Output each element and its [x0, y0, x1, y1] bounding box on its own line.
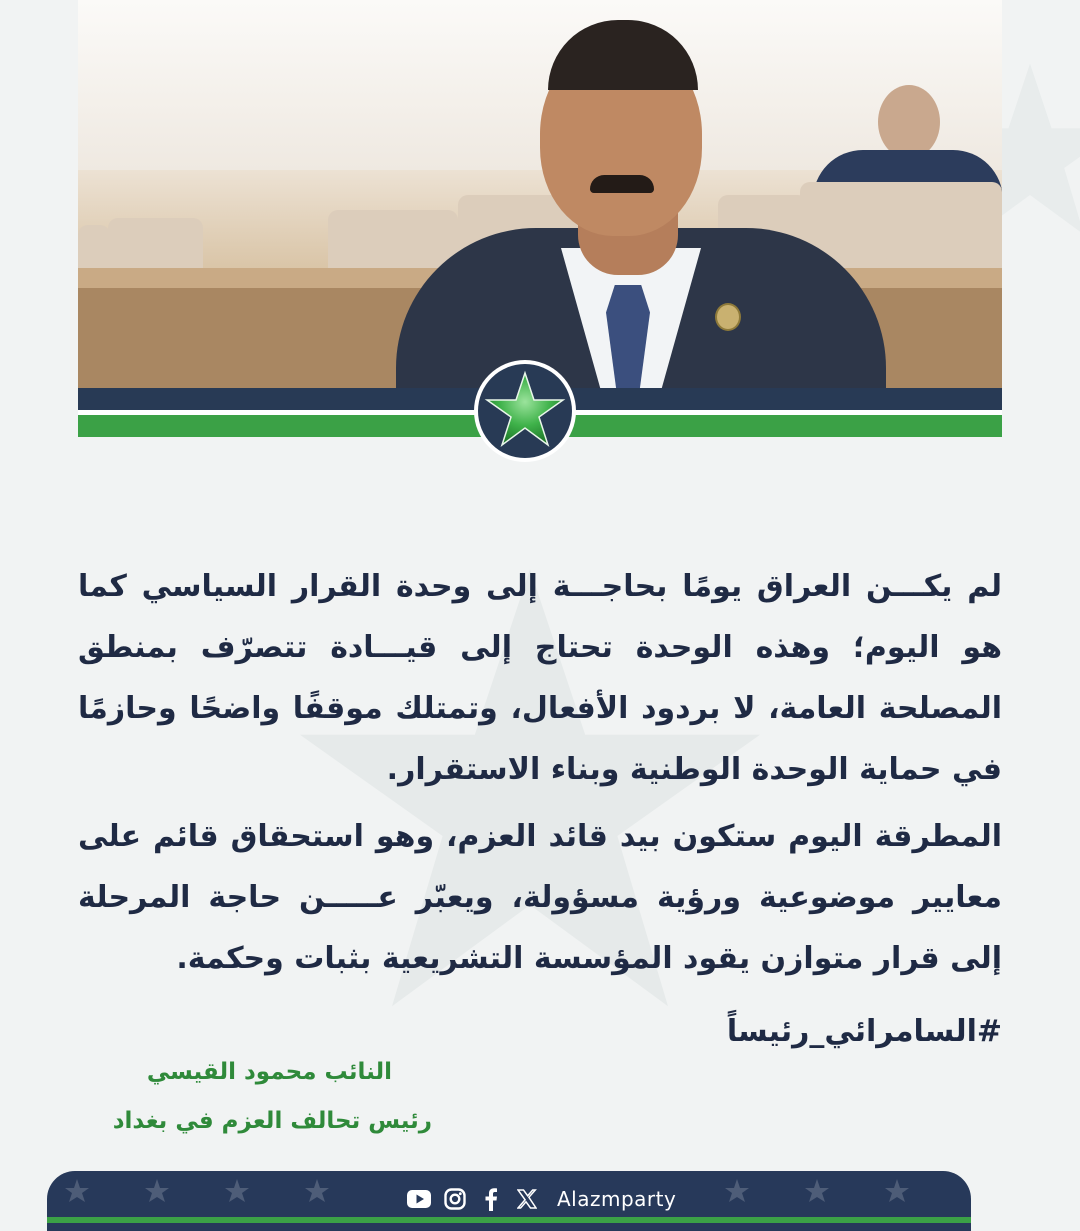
social-handle[interactable]: Alazmparty	[557, 1187, 677, 1211]
paragraph-2: المطرقة اليوم ستكون بيد قائد العزم، وهو استحقاق قائم على معايير موضوعية ورؤية مسؤولة، ويعبّر عـــــن حاجة المرحلة إلى قرار متوازن يقود المؤسسة التشريعية بثبات وحكمة.	[78, 819, 1002, 976]
youtube-icon[interactable]	[407, 1187, 431, 1211]
post-body	[78, 556, 1002, 995]
signature-block	[60, 1052, 432, 1150]
signature-title: رئيس تحالف العزم في بغداد	[112, 1108, 432, 1134]
party-star-badge	[472, 358, 578, 464]
facebook-icon[interactable]	[479, 1187, 503, 1211]
social-links	[407, 1185, 676, 1213]
photo-background-person	[878, 85, 940, 159]
photo-man-moustache	[590, 175, 654, 193]
instagram-icon[interactable]	[443, 1187, 467, 1211]
x-icon[interactable]	[515, 1187, 539, 1211]
signature-name: النائب محمود القيسي	[146, 1059, 392, 1085]
paragraph-1: لم يكـــن العراق يومًا بحاجـــة إلى وحدة القرار السياسي كما هو اليوم؛ وهذه الوحدة تحتاج إلى قيـــادة تتصرّف بمنطق المصلحة العامة، لا بردود الأفعال، وتمتلك موقفًا واضحًا وحازمًا في حماية الوحدة الوطنية وبناء الاستقرار.	[78, 569, 1002, 787]
speaker-photo	[78, 0, 1002, 388]
footer-bar	[47, 1171, 971, 1231]
footer-green-line	[47, 1217, 971, 1223]
hashtag[interactable]: #السامرائي_رئيساً	[726, 1014, 1002, 1049]
lapel-pin	[715, 303, 741, 331]
